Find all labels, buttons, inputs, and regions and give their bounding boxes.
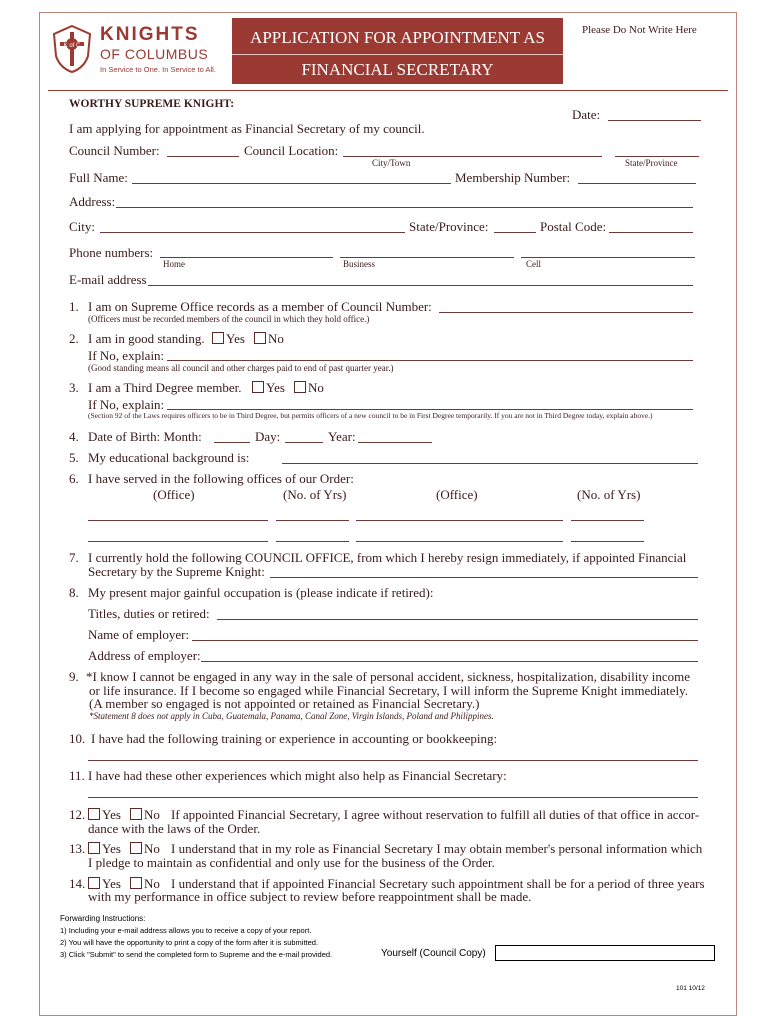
q3-yes-option[interactable] (252, 380, 285, 396)
council-city-field[interactable] (343, 156, 602, 157)
q10-text: I have had the following training or experience in accounting or bookkeeping: (91, 731, 498, 746)
q3-yes-checkbox[interactable] (252, 381, 264, 393)
q13-no-checkbox[interactable] (130, 842, 142, 854)
date-label: Date: (572, 107, 601, 122)
q9-note: *Statement 8 does not apply in Cuba, Guatemala, Panama, Canal Zone, Virgin Islands, Poland and Philippines. (89, 711, 494, 721)
q12-line1: If appointed Financial Secretary, I agree without reservation to fulfill all duties of that office in accor- (171, 807, 700, 822)
office-2-field[interactable] (356, 520, 563, 521)
office-4-field[interactable] (356, 541, 563, 542)
q2-text: I am in good standing. (88, 331, 205, 346)
forwarding-item: 3) Click "Submit" to send the completed form to Supreme and the e-mail provided. (60, 950, 333, 959)
experience-field[interactable] (88, 797, 698, 798)
q2-note: (Good standing means all council and other charges paid to end of past quarter year.) (88, 363, 394, 373)
q4-text: Date of Birth: Month: (88, 429, 202, 444)
forwarding-title: Forwarding Instructions: (60, 914, 146, 923)
q2-no-label: No (268, 331, 284, 346)
home-phone-field[interactable] (160, 257, 333, 258)
cell-phone-field[interactable] (521, 257, 695, 258)
state-province-caption: State/Province (625, 158, 678, 168)
phone-numbers-label: Phone numbers: (69, 245, 154, 260)
intro-text: I am applying for appointment as Financial Secretary of my council. (69, 121, 425, 136)
education-field[interactable] (282, 463, 698, 464)
business-caption: Business (343, 259, 376, 269)
logo-line1: KNIGHTS (100, 24, 200, 45)
date-field[interactable] (608, 120, 701, 121)
q3-note: (Section 92 of the Laws requires officers to be in Third Degree, but permits officers of a new council to be in First Degree temporarily. If you are not in Third Degree today, explain above.) (88, 411, 653, 420)
logo-line2: OF COLUMBUS (100, 46, 209, 62)
forwarding-item: 2) You will have the opportunity to print a copy of the form after it is submitted. (60, 938, 319, 947)
salutation: WORTHY SUPREME KNIGHT: (69, 98, 235, 110)
q2-no-checkbox[interactable] (254, 332, 266, 344)
q1-number: 1. (69, 299, 79, 314)
title-line1: APPLICATION FOR APPOINTMENT AS (250, 28, 545, 47)
titles-field[interactable] (217, 619, 698, 620)
city-town-caption: City/Town (372, 158, 411, 168)
q13-yes-label: Yes (102, 841, 121, 856)
council-location-label: Council Location: (244, 143, 339, 158)
q7-number: 7. (69, 550, 79, 565)
postal-code-label: Postal Code: (540, 219, 607, 234)
office-1-field[interactable] (88, 520, 268, 521)
employer-address-field[interactable] (201, 661, 698, 662)
header-rule (48, 90, 728, 91)
q2-number: 2. (69, 331, 79, 346)
q3-explain-label: If No, explain: (88, 397, 165, 412)
q12-no-label: No (144, 807, 160, 822)
title-banner (232, 18, 563, 84)
q6-col-years-2: (No. of Yrs) (577, 487, 641, 502)
business-phone-field[interactable] (340, 257, 514, 258)
q13-yes-checkbox[interactable] (88, 842, 100, 854)
training-field[interactable] (88, 760, 698, 761)
office-3-field[interactable] (88, 541, 268, 542)
q1-note: (Officers must be recorded members of the council in which they hold office.) (88, 314, 370, 324)
employer-field[interactable] (192, 640, 698, 641)
years-2-field[interactable] (571, 520, 644, 521)
birth-day-field[interactable] (285, 442, 323, 443)
q9-number: 9. (69, 669, 79, 684)
q3-no-checkbox[interactable] (294, 381, 306, 393)
cell-caption: Cell (526, 259, 541, 269)
q3-no-option[interactable] (294, 380, 324, 396)
council-office-field[interactable] (270, 577, 698, 578)
logo (50, 22, 230, 80)
q14-no-label: No (144, 876, 160, 891)
council-number-field[interactable] (167, 156, 239, 157)
q14-no-checkbox[interactable] (130, 877, 142, 889)
q2-yes-label: Yes (226, 331, 245, 346)
q3-number: 3. (69, 380, 79, 395)
q2-explain-label: If No, explain: (88, 348, 165, 363)
q11-number: 11. (69, 768, 85, 783)
home-caption: Home (163, 259, 185, 269)
q3-explain-field[interactable] (167, 409, 693, 410)
q14-yes-checkbox[interactable] (88, 877, 100, 889)
q1-field[interactable] (439, 312, 693, 313)
title-line2: FINANCIAL SECRETARY (301, 60, 494, 79)
q2-explain-field[interactable] (167, 360, 693, 361)
q8-number: 8. (69, 585, 79, 600)
q14-line1: I understand that if appointed Financial Secretary such appointment shall be for a period of three years (171, 876, 705, 891)
q6-text: I have served in the following offices of our Order: (88, 471, 354, 486)
q7-line1: I currently hold the following COUNCIL OFFICE, from which I hereby resign immediately, if appointed Financial (88, 550, 687, 565)
q3-yes-label: Yes (266, 380, 285, 395)
birth-month-field[interactable] (214, 442, 250, 443)
q3-no-label: No (308, 380, 324, 395)
employer-address-label: Address of employer: (88, 648, 201, 663)
birth-year-field[interactable] (358, 442, 432, 443)
q6-number: 6. (69, 471, 79, 486)
q9-line3: (A member so engaged is not appointed or retained as Financial Secretary.) (89, 696, 480, 711)
city-field[interactable] (100, 232, 405, 233)
state-province-label: State/Province: (409, 219, 489, 234)
q9-line1: *I know I cannot be engaged in any way in the sale of personal accident, sickness, hospitalization, disability income (86, 669, 690, 684)
q13-line1: I understand that in my role as Financial Secretary I may obtain member's personal information which (171, 841, 703, 856)
form-number: 101 10/12 (676, 985, 705, 992)
full-name-field[interactable] (132, 183, 451, 184)
q12-no-checkbox[interactable] (130, 808, 142, 820)
forwarding-item: 1) Including your e-mail address allows you to receive a copy of your report. (60, 926, 312, 935)
q12-yes-checkbox[interactable] (88, 808, 100, 820)
council-state-field[interactable] (615, 156, 699, 157)
q3-text: I am a Third Degree member. (88, 380, 242, 395)
q12-line2: dance with the laws of the Order. (88, 821, 261, 836)
q9-line2: or life insurance. If I become so engaged while Financial Secretary, I will inform the Supreme Knight immediately. (89, 683, 689, 698)
q6-col-office-2: (Office) (436, 487, 478, 502)
q12-number: 12. (69, 807, 86, 822)
q7-line2: Secretary by the Supreme Knight: (88, 564, 265, 579)
q2-yes-checkbox[interactable] (212, 332, 224, 344)
address-field[interactable] (116, 207, 693, 208)
email-label: E-mail address (69, 272, 147, 287)
q14-line2: with my performance in office subject to review before reappointment shall be made. (88, 889, 532, 904)
q12-yes-label: Yes (102, 807, 121, 822)
q5-text: My educational background is: (88, 450, 250, 465)
state-province-field[interactable] (494, 232, 536, 233)
copy-email-box[interactable] (495, 945, 715, 961)
office-use-label: Please Do Not Write Here (582, 24, 697, 36)
membership-number-label: Membership Number: (455, 170, 571, 185)
q4-day-label: Day: (255, 429, 281, 444)
emblem-icon (50, 24, 94, 74)
q6-col-office-1: (Office) (153, 487, 195, 502)
logo-tagline: In Service to One. In Service to All. (100, 65, 216, 74)
city-label: City: (69, 219, 96, 234)
employer-label: Name of employer: (88, 627, 190, 642)
title-divider (232, 54, 563, 55)
q13-line2: I pledge to maintain as confidential and only use for the business of the Order. (88, 855, 495, 870)
q14-number: 14. (69, 876, 86, 891)
council-number-label: Council Number: (69, 143, 160, 158)
svg-text:K of C: K of C (63, 43, 81, 49)
q5-number: 5. (69, 450, 79, 465)
q4-year-label: Year: (328, 429, 356, 444)
years-3-field[interactable] (276, 541, 349, 542)
q2-no-option[interactable] (254, 331, 284, 347)
years-1-field[interactable] (276, 520, 349, 521)
q1-text: I am on Supreme Office records as a member of Council Number: (88, 299, 432, 314)
q2-yes-option[interactable] (212, 331, 245, 347)
copy-label: Yourself (Council Copy) (381, 948, 486, 959)
q11-text: I have had these other experiences which might also help as Financial Secretary: (88, 768, 507, 783)
q4-number: 4. (69, 429, 79, 444)
titles-label: Titles, duties or retired: (88, 606, 210, 621)
membership-number-field[interactable] (578, 183, 696, 184)
years-4-field[interactable] (571, 541, 644, 542)
q6-col-years-1: (No. of Yrs) (283, 487, 347, 502)
address-label: Address: (69, 194, 116, 209)
postal-code-field[interactable] (609, 232, 693, 233)
q14-yes-label: Yes (102, 876, 121, 891)
q13-no-label: No (144, 841, 160, 856)
q10-number: 10. (69, 731, 86, 746)
q8-text: My present major gainful occupation is (please indicate if retired): (88, 585, 434, 600)
q13-number: 13. (69, 841, 86, 856)
full-name-label: Full Name: (69, 170, 128, 185)
email-field[interactable] (148, 285, 693, 286)
